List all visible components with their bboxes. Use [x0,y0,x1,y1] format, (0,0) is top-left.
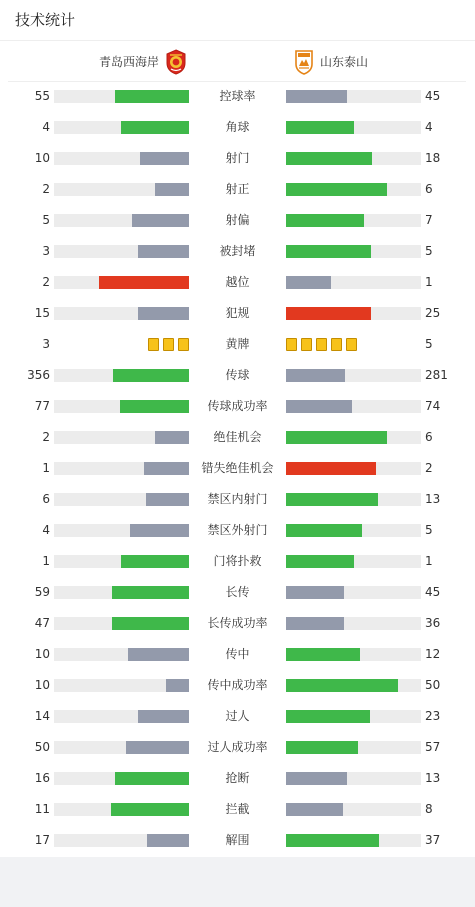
away-value: 36 [425,616,441,630]
away-value: 13 [425,492,441,506]
stat-row [0,732,475,763]
stat-label: 绝佳机会 [213,430,262,444]
home-bar-track [54,276,189,289]
home-bar-track [54,524,189,537]
away-value: 1 [425,275,433,289]
away-bar-track [286,307,421,320]
home-bar-track [54,431,189,444]
yellow-card-icon [331,338,342,351]
home-bar [113,369,189,382]
home-bar [138,245,189,258]
stat-label: 禁区内射门 [207,492,268,506]
away-bar-track [286,90,421,103]
home-bar-track [54,183,189,196]
away-bar [286,555,354,568]
home-bar [147,834,189,847]
home-value: 1 [42,461,50,475]
stat-label: 射门 [225,151,250,165]
home-value: 16 [34,771,50,785]
away-team[interactable] [293,46,368,78]
stat-row [0,81,475,112]
home-value: 4 [42,120,50,134]
away-value: 6 [425,182,433,196]
away-value: 18 [425,151,441,165]
away-value: 74 [425,399,441,413]
away-bar-track [286,772,421,785]
stat-label: 抢断 [225,771,250,785]
stat-row [0,329,475,360]
away-value: 1 [425,554,433,568]
away-bar-track [286,555,421,568]
home-value: 47 [34,616,50,630]
home-value: 55 [34,89,50,103]
stat-label: 越位 [225,275,250,289]
away-bar [286,493,378,506]
home-bar-track [54,493,189,506]
away-value: 13 [425,771,441,785]
home-value: 3 [42,244,50,258]
stat-label: 传中 [225,647,250,661]
away-bar-track [286,524,421,537]
away-bar [286,245,371,258]
away-value: 37 [425,833,441,847]
home-yellow-cards [144,338,189,351]
teams-header [0,46,475,78]
yellow-card-icon [346,338,357,351]
stat-label: 解围 [225,833,250,847]
home-team[interactable] [99,46,187,78]
home-value: 1 [42,554,50,568]
away-value: 57 [425,740,441,754]
away-bar [286,121,354,134]
home-bar [128,648,189,661]
away-bar-track [286,369,421,382]
stat-label: 错失绝佳机会 [201,461,274,475]
stat-row [0,670,475,701]
home-bar [126,741,189,754]
yellow-card-icon [316,338,327,351]
home-value: 2 [42,430,50,444]
home-bar [144,462,189,475]
home-value: 10 [34,647,50,661]
home-value: 6 [42,492,50,506]
home-bar [155,183,189,196]
stat-row [0,546,475,577]
home-bar [115,772,189,785]
stat-row [0,577,475,608]
home-bar-track [54,741,189,754]
away-value: 45 [425,89,441,103]
stat-label: 传中成功率 [207,678,268,692]
stat-label: 黄牌 [225,337,250,351]
stat-row [0,174,475,205]
home-value: 17 [34,833,50,847]
stat-row [0,763,475,794]
yellow-card-icon [163,338,174,351]
home-bar [121,555,189,568]
away-bar-track [286,710,421,723]
home-team-name: 青岛西海岸 [98,55,159,69]
away-bar [286,524,362,537]
away-bar [286,741,358,754]
stat-label: 过人 [225,709,250,723]
stat-label: 角球 [225,120,250,134]
home-bar [130,524,189,537]
stat-row [0,701,475,732]
home-bar-track [54,555,189,568]
away-value: 45 [425,585,441,599]
away-bar [286,772,347,785]
away-value: 5 [425,244,433,258]
away-value: 6 [425,430,433,444]
home-value: 356 [27,368,50,382]
home-bar-track [54,617,189,630]
home-value: 50 [34,740,50,754]
qingdao-west-coast-crest-icon [165,49,187,75]
header-divider [0,40,475,41]
stat-row [0,639,475,670]
away-bar-track [286,121,421,134]
home-bar-track [54,834,189,847]
away-team-name: 山东泰山 [320,55,369,69]
away-bar [286,648,360,661]
away-value: 5 [425,337,433,351]
shandong-taishan-crest-icon [293,49,315,75]
page-title: 技术统计 [15,11,76,29]
stat-label: 禁区外射门 [207,523,268,537]
away-bar [286,586,344,599]
away-bar [286,90,347,103]
away-bar [286,400,352,413]
stat-row [0,298,475,329]
home-value: 11 [34,802,50,816]
away-bar [286,834,379,847]
away-value: 23 [425,709,441,723]
home-value: 2 [42,182,50,196]
away-bar [286,462,376,475]
stat-row [0,267,475,298]
home-bar-track [54,214,189,227]
away-bar [286,617,344,630]
home-bar-track [54,679,189,692]
home-value: 10 [34,151,50,165]
away-yellow-cards [286,338,361,351]
away-value: 7 [425,213,433,227]
home-bar [121,121,189,134]
stat-label: 射正 [225,182,250,196]
yellow-card-icon [301,338,312,351]
home-bar-track [54,586,189,599]
stat-row [0,143,475,174]
away-bar [286,679,398,692]
away-bar-track [286,679,421,692]
stat-row [0,794,475,825]
away-bar [286,369,345,382]
home-bar [111,803,189,816]
home-bar-track [54,772,189,785]
away-bar [286,276,331,289]
away-bar-track [286,214,421,227]
away-bar-track [286,834,421,847]
home-bar-track [54,152,189,165]
away-bar-track [286,183,421,196]
stats-list [0,81,475,856]
home-bar [155,431,189,444]
away-value: 8 [425,802,433,816]
home-value: 14 [34,709,50,723]
stat-label: 传球 [225,368,250,382]
home-value: 5 [42,213,50,227]
stat-row [0,112,475,143]
stat-row [0,515,475,546]
stat-label: 传球成功率 [207,399,268,413]
stat-row [0,391,475,422]
yellow-card-icon [286,338,297,351]
away-value: 25 [425,306,441,320]
home-bar-track [54,803,189,816]
stat-label: 犯规 [225,306,250,320]
away-bar-track [286,152,421,165]
away-value: 12 [425,647,441,661]
stat-row [0,608,475,639]
away-bar-track [286,493,421,506]
home-bar-track [54,648,189,661]
stat-row [0,236,475,267]
home-value: 3 [42,337,50,351]
home-value: 77 [34,399,50,413]
away-bar [286,152,372,165]
home-bar-track [54,121,189,134]
home-bar-track [54,400,189,413]
away-bar-track [286,803,421,816]
stat-label: 射偏 [225,213,250,227]
away-value: 2 [425,461,433,475]
home-value: 59 [34,585,50,599]
away-bar [286,183,387,196]
away-bar [286,710,370,723]
away-bar [286,307,371,320]
home-value: 10 [34,678,50,692]
home-bar [138,710,189,723]
stat-row [0,825,475,856]
home-bar [112,586,189,599]
stat-label: 控球率 [219,89,256,103]
stat-label: 长传 [225,585,250,599]
home-value: 4 [42,523,50,537]
stat-label: 门将扑救 [213,554,262,568]
stat-row [0,422,475,453]
away-value: 4 [425,120,433,134]
stat-label: 过人成功率 [207,740,268,754]
stat-row [0,360,475,391]
stat-row [0,453,475,484]
home-bar [166,679,189,692]
away-value: 5 [425,523,433,537]
home-bar [99,276,189,289]
away-value: 281 [425,368,448,382]
away-bar-track [286,462,421,475]
home-bar-track [54,710,189,723]
home-bar-track [54,90,189,103]
stat-label: 被封堵 [219,244,256,258]
away-value: 50 [425,678,441,692]
away-bar-track [286,400,421,413]
home-bar [120,400,189,413]
away-bar [286,214,364,227]
home-bar [146,493,189,506]
yellow-card-icon [178,338,189,351]
away-bar-track [286,617,421,630]
away-bar [286,431,387,444]
home-value: 2 [42,275,50,289]
home-bar-track [54,245,189,258]
home-bar [115,90,189,103]
home-bar [112,617,189,630]
home-bar-track [54,307,189,320]
home-bar [140,152,189,165]
away-bar-track [286,648,421,661]
home-value: 15 [34,306,50,320]
away-bar-track [286,431,421,444]
away-bar-track [286,245,421,258]
home-bar [138,307,189,320]
away-bar-track [286,586,421,599]
home-bar-track [54,462,189,475]
stat-row [0,484,475,515]
away-bar-track [286,741,421,754]
home-bar [132,214,189,227]
away-bar [286,803,343,816]
away-bar-track [286,276,421,289]
stat-label: 拦截 [225,802,250,816]
stat-label: 长传成功率 [207,616,268,630]
stat-row [0,205,475,236]
home-bar-track [54,369,189,382]
yellow-card-icon [148,338,159,351]
